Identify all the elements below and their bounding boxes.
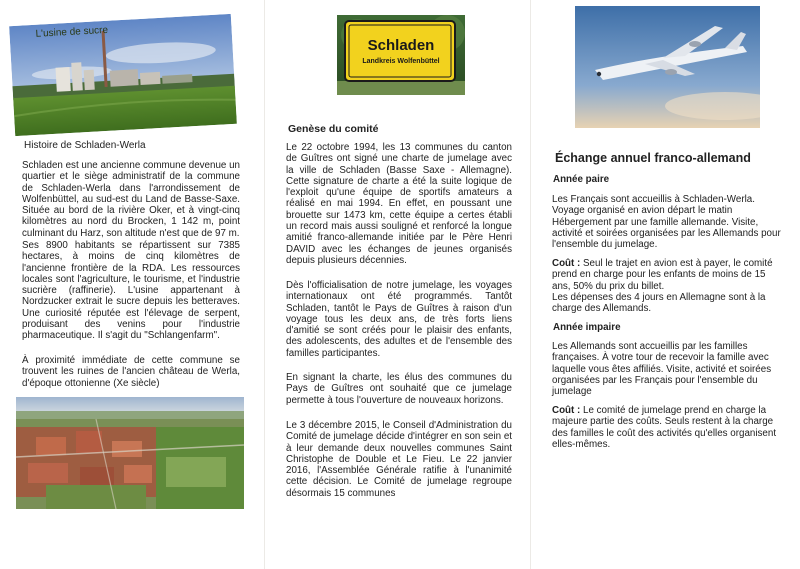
- history-title: Histoire de Schladen-Werla: [24, 140, 146, 151]
- odd-year-cost: [552, 405, 784, 450]
- sugar-factory-photo: [9, 14, 237, 136]
- middle-para-2: Dès l'officialisation de notre jumelage, les voyages internationaux ont été programmés. Tantôt Schladen, tantôt le Pays de Guîtres à raison d'un voyage tous les deux ans, de très forts liens d'amitié se sont créés pour le plaisir des enfants, des adolescents, des adultes et de l'ensemble des familles participantes.: [286, 280, 512, 359]
- genesis-title: Genèse du comité: [288, 123, 379, 135]
- left-para-3: À proximité immédiate de cette commune se trouvent les ruines de l'ancien château de Werla, d'époque ottonienne (Xe siècle): [22, 355, 240, 389]
- even-year-title: Année paire: [553, 174, 610, 185]
- aerial-town-photo: [16, 397, 244, 509]
- fold-line-left: [264, 0, 265, 569]
- odd-cost-text: Le comité de jumelage prend en charge la majeure partie des coûts. Seuls restent à la charge des familles le coût des activités qu'elles organisent elles-mêmes.: [552, 405, 777, 450]
- even-year-cost: [552, 258, 784, 314]
- odd-year-text: Les Allemands sont accueillis par les familles françaises. À votre tour de recevoir la famille avec laquelle vous êtes affiliés. Visite, activité et soirées organisées par les Français pour l'ensemble du jumelage: [552, 341, 772, 398]
- sign-town-name: Schladen: [367, 37, 435, 54]
- sign-district: Landkreis Wolfenbüttel: [362, 58, 440, 65]
- fold-line-right: [530, 0, 531, 569]
- left-para-2: Ses 8900 habitants se répartissent sur 7385 hectares, à moins de cinq kilomètres de l'ancienne frontière de la RDA. Les ressources locales sont l'agriculture, le tourisme, et l'industrie sucrière (raffinerie). L'usine appartenant à Nordzucker extrait le sucre depuis les betteraves. Une curiosité réputée est l'élevage de serpent, produisant des venins pour l'industrie pharmaceutique. Il s'agit du "Schlangenfarm".: [22, 240, 240, 342]
- airplane-photo: [575, 6, 760, 128]
- exchange-title: Échange annuel franco-allemand: [555, 151, 751, 165]
- even-cost-label: Coût :: [552, 258, 581, 269]
- schladen-town-sign-photo: [337, 15, 465, 95]
- sugar-factory-label: L'usine de sucre: [35, 24, 109, 40]
- odd-cost-label: Coût :: [552, 405, 581, 416]
- even-cost-extra: Les dépenses des 4 jours en Allemagne sont à la charge des Allemands.: [552, 291, 766, 315]
- odd-year-title: Année impaire: [553, 322, 621, 333]
- left-para-1: Schladen est une ancienne commune devenue un quartier et le siège administratif de la commune de Schladen-Werla dans l'arrondissement de Wolfenbüttel, au sud-est du Land de Basse-Saxe. Située au bord de la rivière Oker, et à vingt-cinq kilomètres au nord du Brocken, 1 142 m, point culminant du Harz, son altitude n'est que de 97 m.: [22, 160, 240, 239]
- even-cost-text: Seul le trajet en avion est à payer, le comité prend en charge pour les enfants de moins de 15 ans, 50% du prix du billet.: [552, 258, 773, 292]
- middle-para-3: En signant la charte, les élus des communes du Pays de Guîtres ont souhaité que ce jumelage permette à tous l'ouverture de nouveaux horizons.: [286, 372, 512, 406]
- even-year-text: Les Français sont accueillis à Schladen-Werla. Voyage organisé en avion départ le matin Hébergement par une famille allemande. Visite, activité et soirées organisées par les Allemands pour l'ensemble du jumelage.: [552, 194, 781, 251]
- middle-para-1: Le 22 octobre 1994, les 13 communes du canton de Guîtres ont signé une charte de jumelage avec la ville de Schladen (Basse Saxe - Allemagne). Cette signature de charte a été la suite logique de l'exploit qu'une équipe de sportifs amateurs a réalisé en mai 1994. En effet, en poussant une brouette sur 1473 km, cette équipe a certes établi un record mais aussi souligné et renforcé la longue amitié franco-allemande initiée par le Père Henri DAVID avec les échanges de jeunes organisés depuis plusieurs décennies.: [286, 142, 512, 266]
- middle-para-4: Le 3 décembre 2015, le Conseil d'Administration du Comité de jumelage décide d'intégrer en son sein et à leur demande deux nouvelles communes Saint Christophe de Double et Le Fieu. Le 22 janvier 2016, l'Assemblée Générale ratifie à l'unanimité cette décision. Le Comité de jumelage regroupe désormais 15 communes: [286, 420, 512, 499]
